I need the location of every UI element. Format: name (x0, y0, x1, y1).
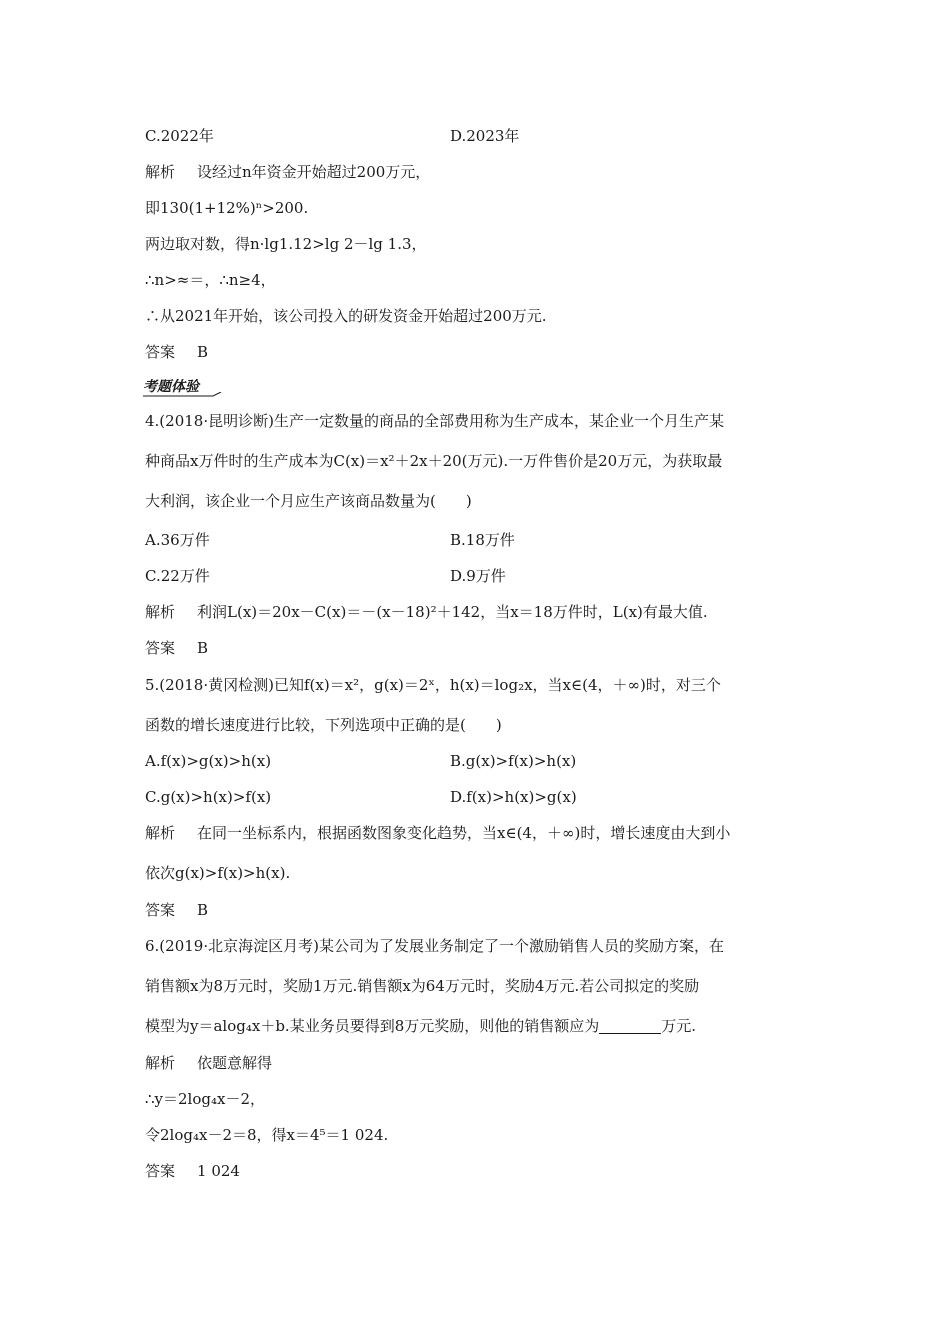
q6-stem-line-2: 销售额x为8万元时，奖励1万元.销售额x为64万元时，奖励4万元.若公司拟定的奖励 (145, 977, 700, 995)
answer-blank[interactable] (599, 1019, 661, 1034)
q4-answer: 答案 B (145, 639, 209, 657)
q4-option-c: C.22万件 (145, 567, 210, 585)
answer-label: 答案 (145, 639, 176, 657)
analysis-label: 解析 (145, 824, 176, 842)
section-heading: 考题体验 (143, 379, 199, 395)
q5-analysis-line-1: 解析 在同一坐标系内，根据函数图象变化趋势，当x∈(4，＋∞)时，增长速度由大到小 (145, 824, 731, 842)
answer-label: 答案 (145, 343, 176, 361)
q3-option-c: C.2022年 (145, 127, 214, 145)
q6-analysis-line-3: 令2log₄x－2＝8，得x＝4⁵＝1 024. (145, 1126, 389, 1144)
q3-analysis-line-4: ∴n>≈＝，∴n≥4， (145, 271, 276, 289)
analysis-label: 解析 (145, 603, 176, 621)
q5-option-d: D.f(x)>h(x)>g(x) (450, 788, 577, 806)
analysis-label: 解析 (145, 1054, 176, 1072)
q6-stem-line-3: 模型为y＝alog₄x＋b.某业务员要得到8万元奖励，则他的销售额应为 万元. (145, 1017, 697, 1035)
q5-analysis-line-2: 依次g(x)>f(x)>h(x). (145, 864, 291, 882)
q5-option-b: B.g(x)>f(x)>h(x) (450, 752, 577, 770)
q4-option-d: D.9万件 (450, 567, 506, 585)
heading-underline-decoration (143, 392, 225, 398)
analysis-label: 解析 (145, 163, 176, 181)
q3-option-d: D.2023年 (450, 127, 520, 145)
q6-analysis-line-2: ∴y＝2log₄x－2， (145, 1090, 266, 1108)
q3-analysis-line-2: 即130(1+12%)ⁿ>200. (145, 199, 309, 217)
answer-label: 答案 (145, 1162, 176, 1180)
q6-stem-line-1: 6.(2019·北京海淀区月考)某公司为了发展业务制定了一个激励销售人员的奖励方案，在 (145, 937, 724, 955)
q5-answer: 答案 B (145, 901, 209, 919)
q5-stem-line-2: 函数的增长速度进行比较，下列选项中正确的是( ) (145, 716, 502, 734)
q3-analysis-line-5: ∴从2021年开始，该公司投入的研发资金开始超过200万元. (145, 307, 547, 325)
q5-stem-line-1: 5.(2018·黄冈检测)已知f(x)＝x²，g(x)＝2ˣ，h(x)＝log₂x，当x∈(4，＋∞)时，对三个 (145, 676, 721, 694)
q6-answer: 答案 1 024 (145, 1162, 240, 1180)
q3-analysis-line-3: 两边取对数，得n·lg1.12>lg 2－lg 1.3， (145, 235, 427, 253)
q4-stem-line-3: 大利润，该企业一个月应生产该商品数量为( ) (145, 492, 472, 510)
q4-analysis: 解析 利润L(x)＝20x－C(x)＝－(x－18)²＋142，当x＝18万件时，L(x)有最大值. (145, 603, 708, 621)
q4-option-a: A.36万件 (145, 531, 210, 549)
q4-option-b: B.18万件 (450, 531, 515, 549)
answer-label: 答案 (145, 901, 176, 919)
q5-option-c: C.g(x)>h(x)>f(x) (145, 788, 272, 806)
q6-analysis-line-1: 解析 依题意解得 (145, 1054, 273, 1072)
q4-stem-line-2: 种商品x万件时的生产成本为C(x)＝x²＋2x＋20(万元).一万件售价是20万元，为获取最 (145, 452, 723, 470)
q4-stem-line-1: 4.(2018·昆明诊断)生产一定数量的商品的全部费用称为生产成本，某企业一个月生产某 (145, 412, 724, 430)
q3-answer: 答案 B (145, 343, 209, 361)
q5-option-a: A.f(x)>g(x)>h(x) (145, 752, 272, 770)
q3-analysis-line-1: 解析 设经过n年资金开始超过200万元， (145, 163, 431, 181)
